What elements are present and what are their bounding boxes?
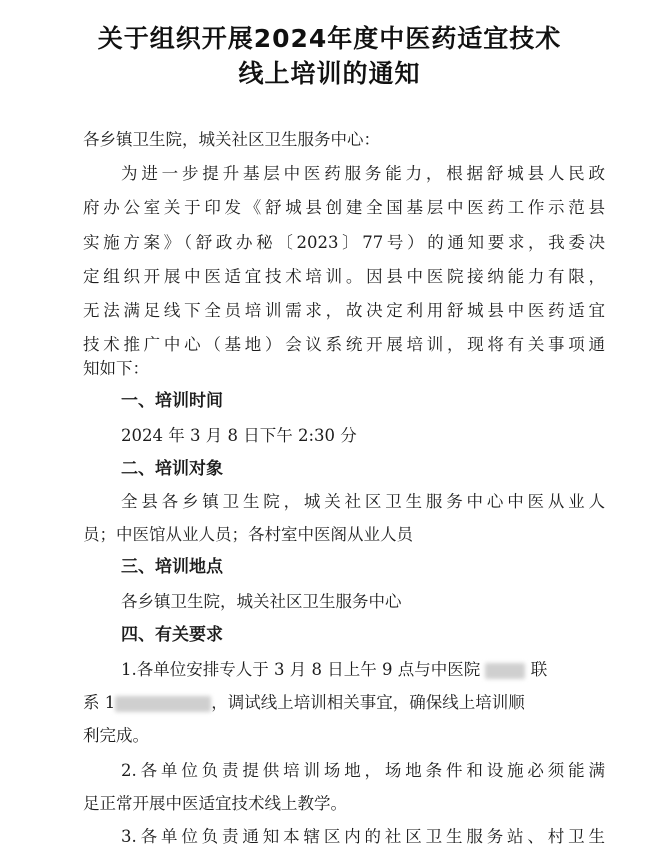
requirement-1-line-1 [121, 659, 547, 681]
requirement-2-line-1: 2.各单位负责提供培训场地，场地条件和设施必须能满 [121, 761, 605, 780]
requirement-1-line-3: 利完成。 [83, 726, 149, 745]
requirement-3-line-1: 3.各单位负责通知本辖区内的社区卫生服务站、村卫生 [121, 827, 605, 846]
redacted-name [485, 663, 525, 679]
requirement-2-line-2: 足正常开展中医适宜技术线上教学。 [83, 794, 347, 813]
requirement-1-line-2-head: 系 1 [83, 693, 116, 712]
notice-title-line-1: 关于组织开展2024年度中医药适宜技术 [97, 24, 562, 53]
intro-line-3: 实施方案》（舒政办秘〔2023〕77号）的通知要求，我委决 [83, 233, 605, 252]
section-heading-requirements: 四、有关要求 [121, 625, 223, 645]
intro-line-4: 定组织开展中医适宜技术培训。因县中医院接纳能力有限， [83, 267, 605, 286]
intro-line-7: 知如下： [83, 359, 149, 378]
section-body-location: 各乡镇卫生院，城关社区卫生服务中心 [121, 592, 402, 611]
requirement-1-line-2-text: ，调试线上培训相关事宜，确保线上培训顺 [211, 693, 525, 712]
salutation: 各乡镇卫生院，城关社区卫生服务中心： [83, 130, 380, 149]
notice-title-line-2: 线上培训的通知 [238, 59, 421, 88]
section-heading-time: 一、培训时间 [121, 391, 223, 411]
section-heading-audience: 二、培训对象 [121, 459, 223, 479]
section-body-time: 2024 年 3 月 8 日下午 2:30 分 [121, 426, 357, 445]
requirement-1-line-2 [83, 692, 525, 714]
section-body-audience-2: 员；中医馆从业人员；各村室中医阁从业人员 [83, 525, 413, 544]
requirement-1-line-1-tail: 联 [530, 660, 548, 679]
redacted-phone [115, 696, 211, 712]
intro-line-5: 无法满足线下全员培训需求，故决定利用舒城县中医药适宜 [83, 301, 605, 320]
intro-line-2: 府办公室关于印发《舒城县创建全国基层中医药工作示范县 [83, 198, 605, 217]
intro-line-6: 技术推广中心（基地）会议系统开展培训，现将有关事项通 [83, 335, 605, 354]
section-heading-location: 三、培训地点 [121, 557, 223, 577]
intro-line-1: 为进一步提升基层中医药服务能力，根据舒城县人民政 [121, 164, 605, 183]
requirement-1-line-1-text: 1.各单位安排专人于 3 月 8 日上午 9 点与中医院 [121, 660, 481, 679]
section-body-audience-1: 全县各乡镇卫生院，城关社区卫生服务中心中医从业人 [121, 492, 605, 511]
